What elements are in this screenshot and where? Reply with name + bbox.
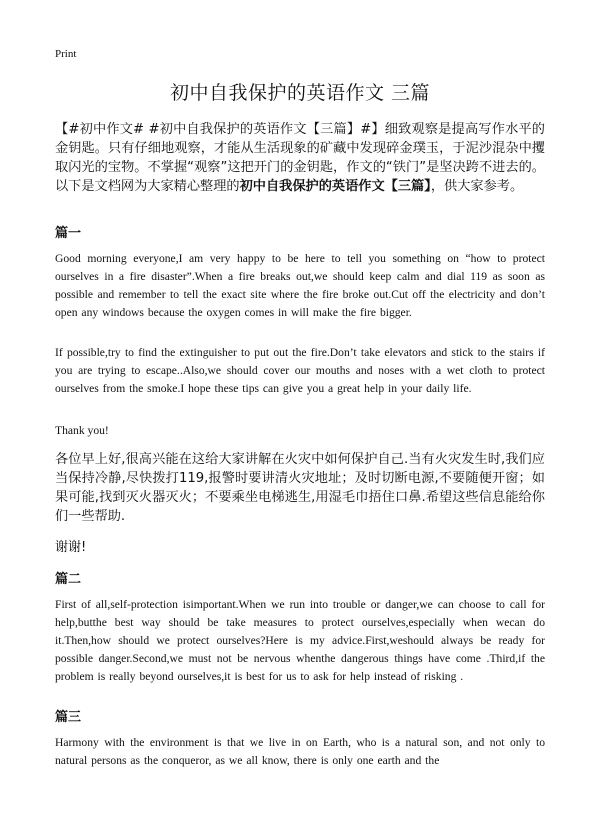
intro-bold-text: 初中自我保护的英语作文【三篇】 (239, 179, 431, 194)
section-heading-2: 篇二 (55, 572, 82, 587)
print-label[interactable]: Print (55, 48, 77, 60)
section-1-paragraph-2: If possible,try to find the extinguisher to put out the fire.Don’t take elevators and stick to the stairs if you are trying to escape..Also,we should cover our mouths and noses with a wet cloth to protect ourselves from the smoke.I hope these tips can give you a great help in your daily life. (55, 346, 545, 395)
section-1-chinese-closing: 谢谢! (55, 540, 87, 555)
section-1-chinese-paragraph: 各位早上好,很高兴能在这给大家讲解在火灾中如何保护自己.当有火灾发生时,我们应当保持冷静,尽快拨打119,报警时要讲清火灾地址；及时切断电源,不要随便开窗；如果可能,找到灭火器灭火；不要乘坐电梯逃生,用湿毛巾捂住口鼻.希望这些信息能给你们一些帮助. (55, 452, 545, 524)
section-3-paragraph-1: Harmony with the environment is that we live in on Earth, who is a natural son, and not only to natural persons as the conqueror, as we all know, there is only one earth and the (55, 736, 545, 767)
intro-text-1: 【#初中作文# #初中自我保护的英语作文【三篇】#】细致观察是提高写作水平的金钥匙。只有仔细地观察，才能从生活现象的矿藏中发现碎金璞玉，于泥沙混杂中攫取闪光的宝物。不掌握“观察”这把开门的金钥匙，作文的“铁门”是坚决跨不进去的。以下是文档网为大家精心整理的 (55, 122, 545, 194)
section-1-paragraph-1: Good morning everyone,I am very happy to be here to tell you something on “how to protect ourselves in a fire disaster”.When a fire breaks out,we should keep calm and dial 119 as soon as possible and remember to tell the exact site where the fire broke out.Cut off the electricity and don’t open any windows because the oxygen comes in will make the fire bigger. (55, 252, 545, 319)
page-title: 初中自我保护的英语作文 三篇 (169, 82, 431, 104)
intro-text-2: ，供大家参考。 (430, 179, 524, 194)
section-heading-1: 篇一 (55, 226, 82, 241)
section-2-paragraph-1: First of all,self-protection isimportant.When we run into trouble or danger,we can choose to call for help,butthe best way should be take measures to protect ourselves,especially when wecan do it.Then,how should we protect ourselves?Here is my advice.First,weshould always be ready for possible danger.Second,we must not be nervous whenthe dangerous things have come .Third,if the problem is really beyond ourselves,it is best for us to ask for help instead of risking . (55, 598, 545, 683)
section-heading-3: 篇三 (55, 710, 82, 725)
intro-paragraph (55, 120, 545, 196)
section-1-thank-you: Thank you! (55, 424, 109, 437)
